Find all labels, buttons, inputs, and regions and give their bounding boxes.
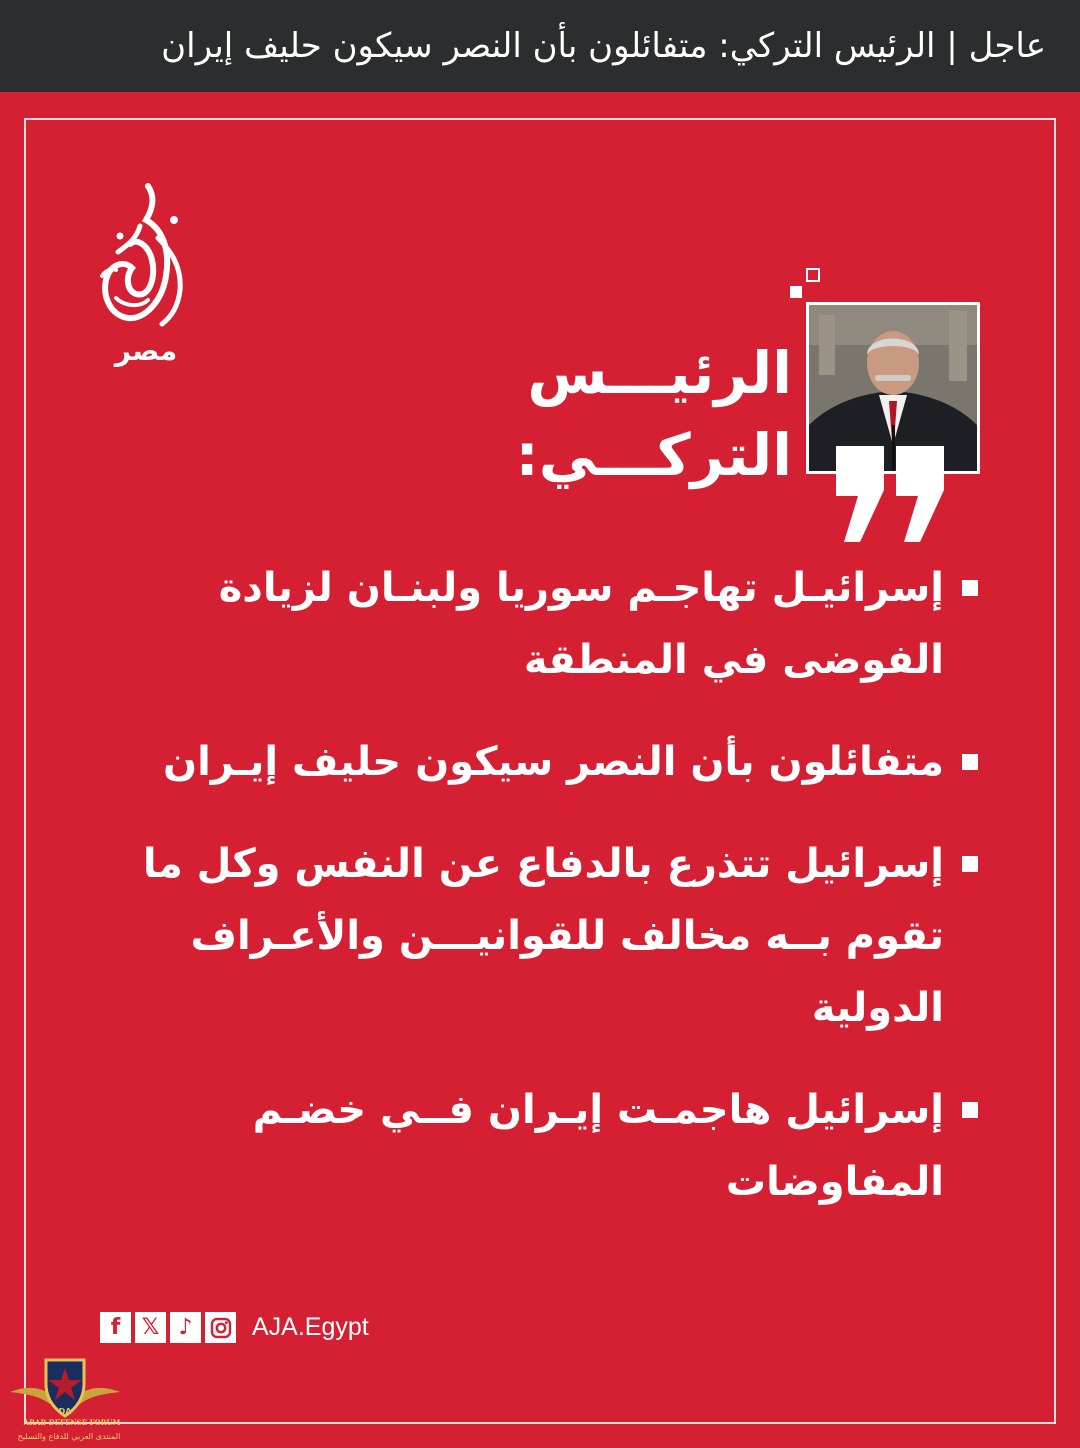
forum-name-en: ARAB DEFENSE FORUM	[23, 1418, 121, 1427]
forum-watermark-icon	[6, 1354, 124, 1444]
bullet-square-icon	[962, 856, 978, 872]
facebook-icon[interactable]: f	[100, 1312, 131, 1343]
closing-quote-icon	[836, 446, 948, 542]
bullet-text: إسرائيل تتذرع بالدفاع عن النفس وكل ما تقوم بــه مخالف للقوانيـــن والأعـراف الدولية	[142, 841, 944, 1031]
bullet-text: إسرائيـل تهاجـم سوريا ولبنـان لزيادة الفوضى في المنطقة	[218, 565, 944, 683]
tiktok-icon[interactable]: ♪	[170, 1312, 201, 1343]
instagram-icon[interactable]	[205, 1312, 236, 1343]
bullet-square-icon	[962, 580, 978, 596]
speaker-line-1: الرئيـــس	[527, 339, 792, 407]
bullet-item	[100, 828, 982, 1044]
social-links	[100, 1312, 369, 1343]
svg-text:DA: DA	[58, 1407, 72, 1416]
bullet-text: إسرائيل هاجمـت إيـران فــي خضـم المفاوضات	[252, 1087, 944, 1205]
instagram-glyph-icon	[210, 1317, 232, 1339]
speaker-headline	[372, 332, 792, 496]
bullet-item	[100, 552, 982, 696]
decor-square-outline	[806, 268, 820, 282]
social-handle[interactable]: AJA.Egypt	[252, 1313, 369, 1341]
bullet-item	[100, 726, 982, 798]
breaking-news-text: عاجل | الرئيس التركي: متفائلون بأن النصر سيكون حليف إيران	[161, 26, 1046, 66]
decor-square-filled	[790, 286, 802, 298]
bullet-square-icon	[962, 754, 978, 770]
x-icon[interactable]: 𝕏	[135, 1312, 166, 1343]
logo-subtitle: مصر	[114, 334, 178, 367]
forum-name-ar: المنتدى العربي للدفاع والتسليح	[17, 1432, 121, 1441]
bullet-item	[100, 1074, 982, 1218]
quote-bullet-list	[100, 552, 982, 1248]
breaking-news-bar	[0, 0, 1080, 92]
bullet-square-icon	[962, 1102, 978, 1118]
speaker-line-2: التركـــي:	[515, 421, 792, 489]
bullet-text: متفائلون بأن النصر سيكون حليف إيـران	[162, 739, 944, 785]
